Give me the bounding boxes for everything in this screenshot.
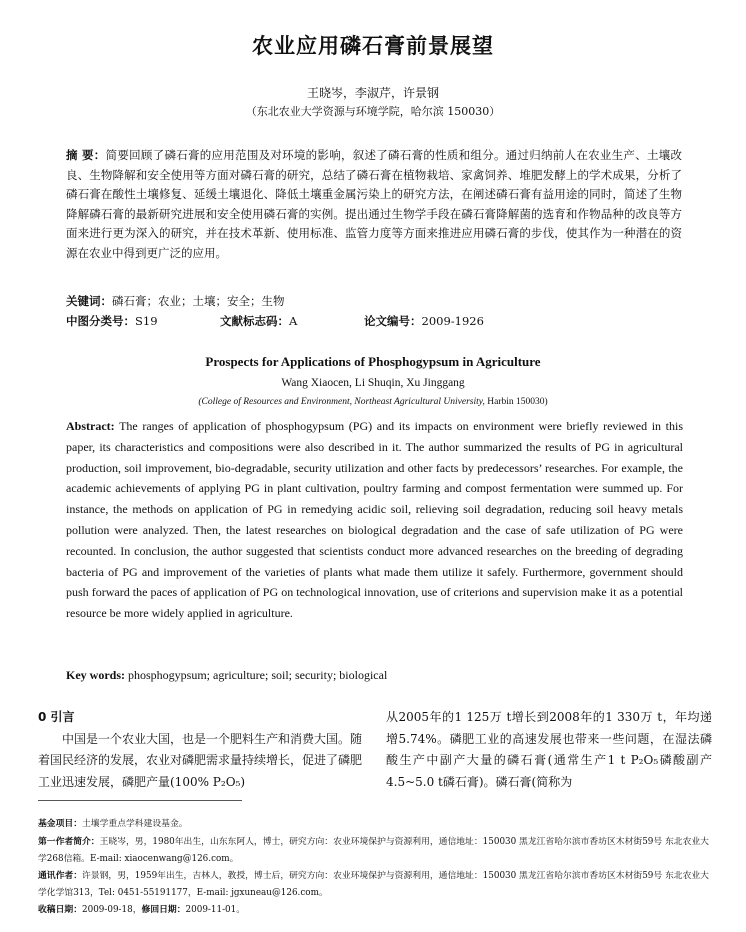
english-title: Prospects for Applications of Phosphogypsum in Agriculture xyxy=(205,354,541,369)
english-affiliation-city: Harbin 150030) xyxy=(484,397,548,407)
english-affiliation xyxy=(0,397,746,407)
corresponding-author-text: 许景钢，男，1959年出生，吉林人，教授，博士后，研究方向：农业环境保护与资源利用，通信地址：150030 黑龙江省哈尔滨市香坊区木材街59号 东北农业大学化学馆313，Tel: 0451-55191177，E-mail: jgxuneau@126.com。 xyxy=(38,871,709,898)
article-number xyxy=(364,313,484,329)
english-authors: Wang Xiaocen, Li Shuqin, Xu Jinggang xyxy=(281,377,465,389)
abstract-cn-text: 简要回顾了磷石膏的应用范围及对环境的影响，叙述了磷石膏的性质和组分。通过归纳前人在农业生产、土壤改良、生物降解和安全使用等方面对磷石膏的研究，总结了磷石膏在植物栽培、家禽饲养、堆肥发酵上的学术成果，分析了磷石膏在酸性土壤修复、延缓土壤退化、降低土壤重金属污染上的研究方法，在阐述磷石膏有益用途的同时，简述了生物降解磷石膏的最新研究进展和安全使用磷石膏的实例。提出通过生物学手段在磷石膏降解菌的选育和作物品种的改良等方面来进行更为深入的研究，并在技术革新、使用标准、监管力度等方面来推进应用磷石膏的步伐，使其作为一种潜在的资源在农业中得到更广泛的应用。 xyxy=(66,148,682,260)
affiliation-cn: （东北农业大学资源与环境学院，哈尔滨 150030） xyxy=(245,105,501,118)
clc-number xyxy=(66,313,220,329)
abstract-cn xyxy=(66,146,682,264)
revised-label: 修回日期： xyxy=(141,905,186,915)
clc-value: S19 xyxy=(135,314,158,328)
abstract-cn-label: 摘 要： xyxy=(66,148,106,162)
body-paragraph-right: 从2005年的1 125万 t增长到2008年的1 330万 t，年均递增5.74%。磷肥工业的高速发展也带来一些问题，在湿法磷酸生产中副产大量的磷石膏(通常生产1 t P₂O₅磷酸副产4.5~5.0 t磷石膏)。磷石膏(简称为 xyxy=(386,710,712,789)
abstract-en-label: Abstract: xyxy=(66,419,115,433)
keywords-cn xyxy=(66,292,682,310)
keywords-en-label: Key words: xyxy=(66,668,125,682)
body-paragraph-left: 中国是一个农业大国，也是一个肥料生产和消费大国。随着国民经济的发展，农业对磷肥需求量持续增长，促进了磷肥工业迅速发展，磷肥产量(100% P₂O₅) xyxy=(38,731,363,789)
doc-code-label: 文献标志码： xyxy=(220,314,289,328)
keywords-en-text: phosphogypsum; agriculture; soil; security; biological xyxy=(125,668,388,682)
keywords-cn-label: 关键词： xyxy=(66,294,112,308)
footnote-fund xyxy=(38,816,714,833)
abstract-en-text: The ranges of application of phosphogypsum (PG) and its impacts on environment were briefly reviewed in this paper, its characteristics and compositions were also described in it. The author summarized the results of PG in agricultural production, soil improvement, bio-degradable, security utilization and other facts by predecessors’ researches. For example, the academic achievements of applying PG in plant cultivation, poultry farming and compost fermentation were summed up. For instance, the methods on application of PG in remedying acidic soil, relieving soil degradation, reducing soil heavy metals pollution were analyzed. Then, the latest researches on biological degradation and the case of safe utilization of PG were recounted. In conclusion, the author suggested that scientists conduct more advanced researches on the breeding of degrading bacteria of PG and improvement of the varieties of plants what made them utilize it safely. Furthermore, government should push forward the paces of application of PG on technological innovation, use of criterions and supervision make it as a potential resource be more widely applied in agriculture. xyxy=(66,419,683,621)
footnote-divider xyxy=(38,800,242,801)
paper-title: 农业应用磷石膏前景展望 xyxy=(252,34,494,58)
section-heading: 0 引言 xyxy=(38,710,75,724)
received-date: 2009-09-18， xyxy=(82,905,142,915)
article-number-value: 2009-1926 xyxy=(421,314,484,328)
english-affiliation-italic: (College of Resources and Environment, Northeast Agricultural University, xyxy=(198,397,485,407)
classification-row xyxy=(66,313,682,329)
abstract-en xyxy=(66,416,683,624)
doc-code-value: A xyxy=(289,314,298,328)
clc-label: 中图分类号： xyxy=(66,314,135,328)
body-column-left xyxy=(38,707,362,793)
received-label: 收稿日期： xyxy=(38,905,82,915)
fund-label: 基金项目： xyxy=(38,819,82,829)
keywords-cn-text: 磷石膏；农业；土壤；安全；生物 xyxy=(112,294,285,308)
keywords-en xyxy=(66,668,683,683)
corresponding-author-label: 通讯作者： xyxy=(38,871,82,881)
body-column-right xyxy=(386,707,712,793)
document-code xyxy=(220,313,364,329)
revised-date: 2009-11-01。 xyxy=(185,905,246,915)
footnote-dates xyxy=(38,902,714,919)
first-author-label: 第一作者简介： xyxy=(38,837,100,847)
footnote-first-author xyxy=(38,834,714,867)
fund-text: 土壤学重点学科建设基金。 xyxy=(82,819,188,829)
article-number-label: 论文编号： xyxy=(364,314,422,328)
first-author-text: 王晓岑，男，1980年出生，山东东阿人，博士，研究方向：农业环境保护与资源利用，通信地址：150030 黑龙江省哈尔滨市香坊区木材街59号 东北农业大学268信箱。E-mail: xiaocenwang@126.com。 xyxy=(38,837,709,864)
authors-cn: 王晓岑，李淑芹，许景钢 xyxy=(306,86,439,100)
footnote-corresponding-author xyxy=(38,868,714,901)
